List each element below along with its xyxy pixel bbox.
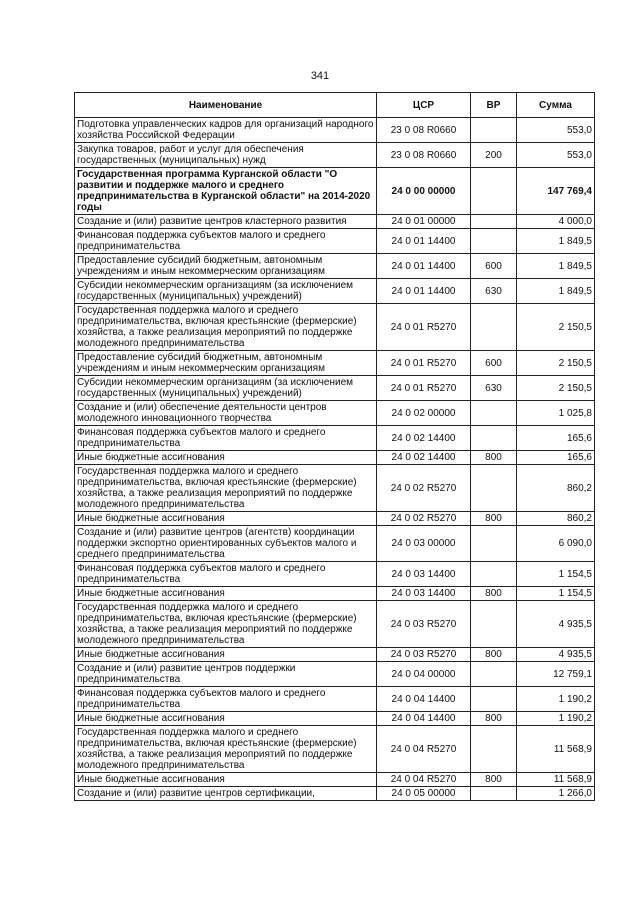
cell-csr: 23 0 08 R0660	[377, 118, 471, 143]
cell-sum: 11 568,9	[517, 726, 595, 773]
table-row	[75, 601, 595, 648]
cell-vr: 600	[471, 254, 517, 279]
cell-vr	[471, 304, 517, 351]
cell-name: Иные бюджетные ассигнования	[75, 773, 377, 787]
cell-vr: 200	[471, 143, 517, 168]
table-row	[75, 465, 595, 512]
cell-vr	[471, 562, 517, 587]
cell-csr: 24 0 02 14400	[377, 426, 471, 451]
cell-csr: 24 0 01 14400	[377, 254, 471, 279]
cell-name: Финансовая поддержка субъектов малого и среднего предпринимательства	[75, 426, 377, 451]
cell-vr	[471, 229, 517, 254]
header-vr: ВР	[471, 93, 517, 118]
table-row	[75, 726, 595, 773]
cell-sum: 12 759,1	[517, 662, 595, 687]
cell-csr: 24 0 03 R5270	[377, 648, 471, 662]
table-row	[75, 304, 595, 351]
table-row	[75, 773, 595, 787]
cell-name: Предоставление субсидий бюджетным, автономным учреждениям и иным некоммерческим организациям	[75, 351, 377, 376]
table-row	[75, 168, 595, 215]
cell-vr: 800	[471, 712, 517, 726]
cell-name: Предоставление субсидий бюджетным, автономным учреждениям и иным некоммерческим организациям	[75, 254, 377, 279]
cell-csr: 24 0 01 R5270	[377, 351, 471, 376]
cell-sum: 6 090,0	[517, 526, 595, 562]
cell-name: Иные бюджетные ассигнования	[75, 648, 377, 662]
header-name: Наименование	[75, 93, 377, 118]
cell-sum: 4 000,0	[517, 215, 595, 229]
table-row	[75, 401, 595, 426]
table-row	[75, 229, 595, 254]
cell-sum: 1 154,5	[517, 587, 595, 601]
table-header-row	[75, 93, 595, 118]
cell-csr: 24 0 05 00000	[377, 787, 471, 801]
cell-vr: 800	[471, 773, 517, 787]
cell-sum: 1 849,5	[517, 229, 595, 254]
cell-sum: 860,2	[517, 465, 595, 512]
table-row	[75, 687, 595, 712]
cell-sum: 1 154,5	[517, 562, 595, 587]
cell-name: Государственная поддержка малого и среднего предпринимательства, включая крестьянские (фермерские) хозяйства, а также реализация мероприятий по поддержке молодежного предпринимательства	[75, 726, 377, 773]
cell-vr: 800	[471, 648, 517, 662]
cell-name: Создание и (или) развитие центров поддержки предпринимательства	[75, 662, 377, 687]
table-row	[75, 376, 595, 401]
cell-name: Государственная поддержка малого и среднего предпринимательства, включая крестьянские (фермерские) хозяйства, а также реализация мероприятий по поддержке молодежного предпринимательства	[75, 304, 377, 351]
cell-csr: 24 0 03 R5270	[377, 601, 471, 648]
cell-sum: 165,6	[517, 451, 595, 465]
table-row	[75, 512, 595, 526]
cell-vr	[471, 401, 517, 426]
cell-sum: 4 935,5	[517, 648, 595, 662]
table-row	[75, 648, 595, 662]
cell-sum: 860,2	[517, 512, 595, 526]
cell-sum: 1 849,5	[517, 254, 595, 279]
table-row	[75, 279, 595, 304]
cell-csr: 24 0 01 R5270	[377, 376, 471, 401]
cell-csr: 24 0 02 00000	[377, 401, 471, 426]
cell-sum: 553,0	[517, 118, 595, 143]
cell-name: Иные бюджетные ассигнования	[75, 451, 377, 465]
cell-name: Иные бюджетные ассигнования	[75, 512, 377, 526]
cell-csr: 24 0 04 00000	[377, 662, 471, 687]
cell-sum: 165,6	[517, 426, 595, 451]
cell-vr	[471, 787, 517, 801]
table-row	[75, 215, 595, 229]
cell-sum: 1 266,0	[517, 787, 595, 801]
cell-csr: 24 0 03 00000	[377, 526, 471, 562]
cell-csr: 24 0 01 00000	[377, 215, 471, 229]
cell-sum: 1 025,8	[517, 401, 595, 426]
cell-name: Государственная программа Курганской области "О развитии и поддержке малого и среднего предпринимательства в Курганской области" на 2014-2020 годы	[75, 168, 377, 215]
cell-name: Иные бюджетные ассигнования	[75, 712, 377, 726]
cell-vr	[471, 601, 517, 648]
cell-sum: 553,0	[517, 143, 595, 168]
table-row	[75, 351, 595, 376]
cell-csr: 24 0 04 14400	[377, 687, 471, 712]
cell-sum: 2 150,5	[517, 351, 595, 376]
cell-sum: 4 935,5	[517, 601, 595, 648]
table-row	[75, 143, 595, 168]
cell-vr	[471, 465, 517, 512]
cell-csr: 24 0 04 14400	[377, 712, 471, 726]
table-row	[75, 451, 595, 465]
cell-name: Финансовая поддержка субъектов малого и среднего предпринимательства	[75, 229, 377, 254]
cell-vr	[471, 662, 517, 687]
cell-name: Создание и (или) обеспечение деятельности центров молодежного инновационного творчества	[75, 401, 377, 426]
cell-vr: 600	[471, 351, 517, 376]
table-row	[75, 662, 595, 687]
cell-csr: 24 0 01 14400	[377, 279, 471, 304]
cell-sum: 1 190,2	[517, 687, 595, 712]
cell-vr: 800	[471, 451, 517, 465]
cell-name: Субсидии некоммерческим организациям (за исключением государственных (муниципальных) учреждений)	[75, 376, 377, 401]
cell-name: Финансовая поддержка субъектов малого и среднего предпринимательства	[75, 562, 377, 587]
cell-csr: 24 0 03 14400	[377, 587, 471, 601]
cell-name: Государственная поддержка малого и среднего предпринимательства, включая крестьянские (фермерские) хозяйства, а также реализация мероприятий по поддержке молодежного предпринимательства	[75, 465, 377, 512]
cell-vr: 800	[471, 587, 517, 601]
cell-sum: 1 190,2	[517, 712, 595, 726]
cell-name: Создание и (или) развитие центров кластерного развития	[75, 215, 377, 229]
cell-vr: 630	[471, 279, 517, 304]
table-row	[75, 787, 595, 801]
cell-sum: 1 849,5	[517, 279, 595, 304]
cell-vr	[471, 168, 517, 215]
cell-vr: 800	[471, 512, 517, 526]
table-body	[75, 118, 595, 801]
cell-name: Финансовая поддержка субъектов малого и среднего предпринимательства	[75, 687, 377, 712]
table-row	[75, 254, 595, 279]
cell-vr: 630	[471, 376, 517, 401]
cell-csr: 24 0 04 R5270	[377, 773, 471, 787]
cell-csr: 24 0 00 00000	[377, 168, 471, 215]
cell-name: Подготовка управленческих кадров для организаций народного хозяйства Российской Федерации	[75, 118, 377, 143]
cell-name: Создание и (или) развитие центров (агентств) координации поддержки экспортно ориентированных субъектов малого и среднего предпринимательства	[75, 526, 377, 562]
cell-csr: 23 0 08 R0660	[377, 143, 471, 168]
cell-sum: 147 769,4	[517, 168, 595, 215]
page-number: 341	[310, 70, 330, 82]
table-row	[75, 426, 595, 451]
cell-csr: 24 0 02 14400	[377, 451, 471, 465]
cell-vr	[471, 726, 517, 773]
cell-vr	[471, 526, 517, 562]
cell-name: Субсидии некоммерческим организациям (за исключением государственных (муниципальных) учреждений)	[75, 279, 377, 304]
cell-csr: 24 0 04 R5270	[377, 726, 471, 773]
table-row	[75, 118, 595, 143]
cell-name: Создание и (или) развитие центров сертификации,	[75, 787, 377, 801]
cell-sum: 11 568,9	[517, 773, 595, 787]
header-csr: ЦСР	[377, 93, 471, 118]
cell-csr: 24 0 03 14400	[377, 562, 471, 587]
cell-vr	[471, 215, 517, 229]
cell-sum: 2 150,5	[517, 304, 595, 351]
cell-sum: 2 150,5	[517, 376, 595, 401]
table-row	[75, 526, 595, 562]
table-row	[75, 587, 595, 601]
cell-csr: 24 0 01 R5270	[377, 304, 471, 351]
cell-name: Иные бюджетные ассигнования	[75, 587, 377, 601]
table-row	[75, 562, 595, 587]
cell-vr	[471, 426, 517, 451]
cell-name: Закупка товаров, работ и услуг для обеспечения государственных (муниципальных) нужд	[75, 143, 377, 168]
cell-csr: 24 0 02 R5270	[377, 512, 471, 526]
cell-vr	[471, 687, 517, 712]
cell-csr: 24 0 02 R5270	[377, 465, 471, 512]
cell-vr	[471, 118, 517, 143]
header-sum: Сумма	[517, 93, 595, 118]
table-row	[75, 712, 595, 726]
budget-table	[74, 92, 595, 801]
cell-name: Государственная поддержка малого и среднего предпринимательства, включая крестьянские (фермерские) хозяйства, а также реализация мероприятий по поддержке молодежного предпринимательства	[75, 601, 377, 648]
cell-csr: 24 0 01 14400	[377, 229, 471, 254]
